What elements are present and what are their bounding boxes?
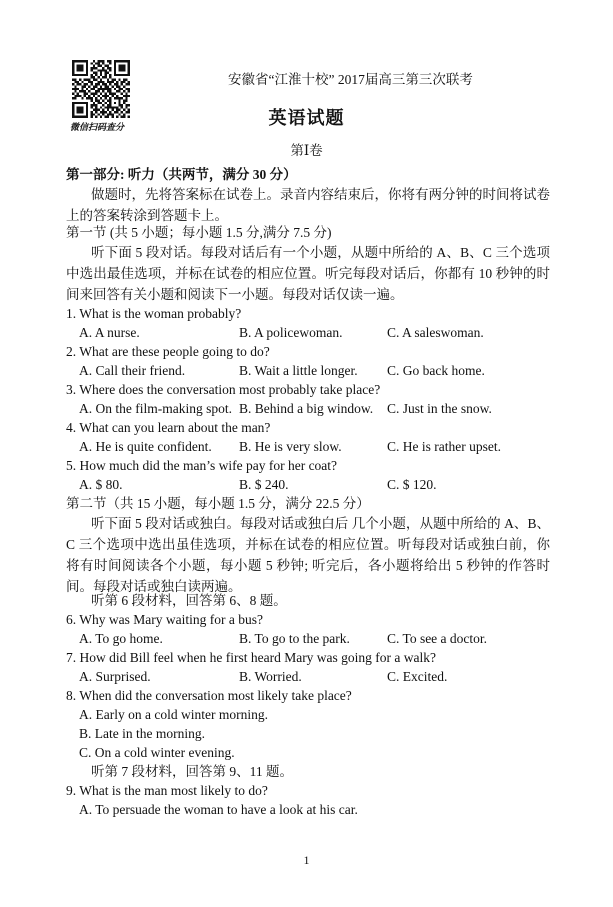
q9-option-a: A. To persuade the woman to have a look at his car.: [79, 802, 358, 817]
material-6-note: 听第 6 段材料，回答第 6、8 题。: [91, 593, 287, 608]
page-number: 1: [303, 853, 310, 867]
q4-option-b: B. He is very slow.: [239, 439, 342, 454]
q4-option-a: A. He is quite confident.: [79, 439, 212, 454]
volume-label: 第Ⅰ卷: [290, 143, 323, 158]
exam-header: 安徽省“江淮十校” 2017届高三第三次联考: [228, 72, 473, 87]
q6-option-a: A. To go home.: [79, 631, 163, 646]
q5-option-a: A. $ 80.: [79, 477, 123, 492]
question-7: 7. How did Bill feel when he first heard Mary was going for a walk?: [66, 650, 437, 665]
q7-option-a: A. Surprised.: [79, 669, 151, 684]
part1-heading: 第一部分: 听力（共两节，满分 30 分）: [66, 167, 297, 182]
q1-option-a: A. A nurse.: [79, 325, 140, 340]
question-5: 5. How much did the man’s wife pay for her coat?: [66, 458, 338, 473]
section1-instructions: 听下面 5 段对话。每段对话后有一个小题，从题中所给的 A、B、C 三个选项中选出最佳选项，并标在试卷的相应位置。听完每段对话后，你都有 10 秒钟的时间来回答有关小题和阅读下一小题。每段对话仅读一遍。: [66, 245, 550, 302]
q8-option-b: B. Late in the morning.: [79, 726, 205, 741]
q5-option-c: C. $ 120.: [387, 477, 437, 492]
section2-instructions: 听下面 5 段对话或独白。每段对话或独白后 几个小题，从题中所给的 A、B、C 三个选项中选出虽佳选项，并标在试卷的相应位置。听每段对话或独白前，你将有时间阅读各个小题，每小题 5 秒钟; 听完后，各小题将给出 5 秒钟的作答时间。每段对话或独白读两遍。: [66, 516, 550, 594]
q3-option-b: B. Behind a big window.: [239, 401, 374, 416]
qr-caption: 微信扫码查分: [70, 122, 125, 132]
q8-option-a: A. Early on a cold winter morning.: [79, 707, 268, 722]
q7-option-b: B. Worried.: [239, 669, 302, 684]
q6-option-c: C. To see a doctor.: [387, 631, 488, 646]
section1-heading: 第一节 (共 5 小题；每小题 1.5 分,满分 7.5 分): [66, 225, 332, 240]
q6-option-b: B. To go to the park.: [239, 631, 350, 646]
material-7-note: 听第 7 段材料，回答第 9、11 题。: [91, 764, 293, 779]
q7-option-c: C. Excited.: [387, 669, 448, 684]
q3-option-c: C. Just in the snow.: [387, 401, 492, 416]
q1-option-b: B. A policewoman.: [239, 325, 343, 340]
q3-option-a: A. On the film-making spot.: [79, 401, 232, 416]
q2-option-c: C. Go back home.: [387, 363, 485, 378]
q1-option-c: C. A saleswoman.: [387, 325, 484, 340]
q5-option-b: B. $ 240.: [239, 477, 289, 492]
question-2: 2. What are these people going to do?: [66, 344, 270, 359]
page-title: 英语试题: [268, 108, 345, 128]
q4-option-c: C. He is rather upset.: [387, 439, 501, 454]
q2-option-a: A. Call their friend.: [79, 363, 186, 378]
question-8: 8. When did the conversation most likely take place?: [66, 688, 352, 703]
question-9: 9. What is the man most likely to do?: [66, 783, 268, 798]
part1-intro: 做题时，先将答案标在试卷上。录音内容结束后，你将有两分钟的时间将试卷上的答案转涂到答题卡上。: [66, 187, 550, 223]
q8-option-c: C. On a cold winter evening.: [79, 745, 235, 760]
section2-heading: 第二节（共 15 小题，每小题 1.5 分，满分 22.5 分）: [66, 496, 370, 511]
question-3: 3. Where does the conversation most probably take place?: [66, 382, 381, 397]
question-4: 4. What can you learn about the man?: [66, 420, 271, 435]
question-6: 6. Why was Mary waiting for a bus?: [66, 612, 263, 627]
question-1: 1. What is the woman probably?: [66, 306, 242, 321]
q2-option-b: B. Wait a little longer.: [239, 363, 358, 378]
